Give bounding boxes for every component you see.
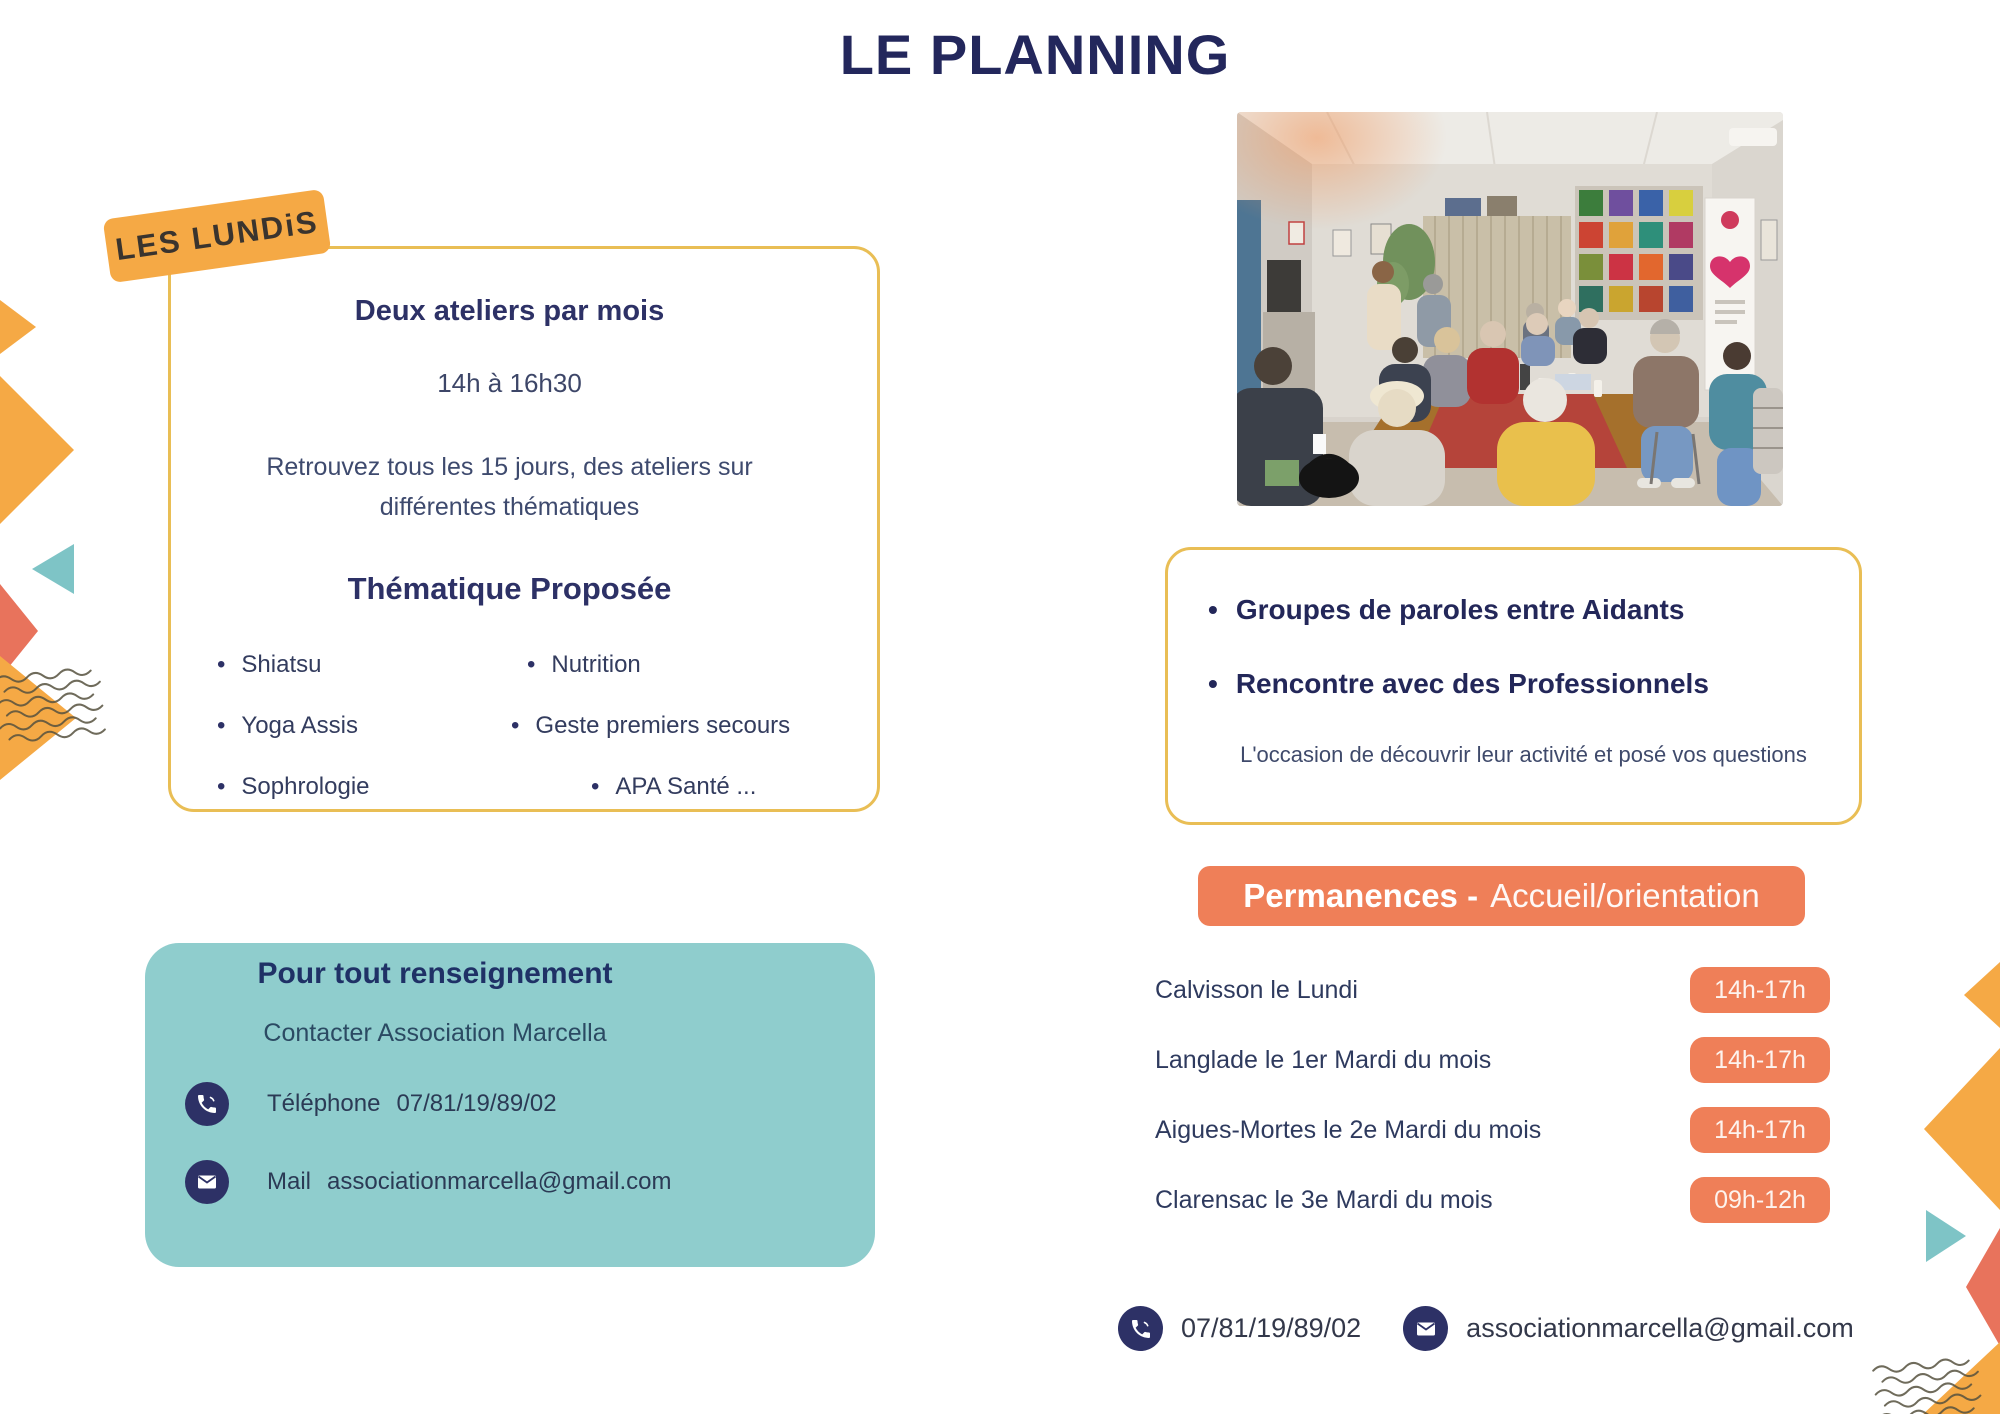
groups-box	[1165, 547, 1862, 825]
theme-item: • Nutrition	[527, 651, 832, 679]
contact-heading: Pour tout renseignement	[257, 957, 613, 990]
permanence-location: Calvisson le Lundi	[1155, 975, 1358, 1004]
footer-phone: 07/81/19/89/02	[1181, 1313, 1362, 1343]
lundis-time: 14h à 16h30	[437, 368, 582, 398]
themes-column-2	[507, 651, 832, 834]
meeting-room-photo	[1237, 112, 1783, 506]
theme-item: • Yoga Assis	[217, 712, 507, 740]
lundis-heading: Deux ateliers par mois	[354, 295, 665, 327]
mail-icon	[185, 1160, 229, 1204]
phone-text	[267, 1090, 557, 1118]
lundis-description-line1: Retrouvez tous les 15 jours, des ateliers sur	[266, 453, 753, 481]
footer-mail-group	[1403, 1306, 1854, 1351]
footer-contact	[1118, 1306, 1854, 1351]
permanence-row	[1155, 1165, 1830, 1235]
phone-icon	[185, 1082, 229, 1126]
mail-label: Mail	[267, 1168, 312, 1195]
decor-triangle	[1926, 1210, 1966, 1262]
lundis-subheading: Thématique Proposée	[347, 571, 672, 606]
permanences-badge-subtitle: Accueil/orientation	[1490, 877, 1760, 914]
groups-list	[1208, 594, 1839, 700]
decor-triangle	[0, 300, 36, 354]
permanence-time-pill: 14h-17h	[1690, 967, 1830, 1013]
groups-item: • Groupes de paroles entre Aidants	[1208, 594, 1839, 626]
mail-icon	[1403, 1306, 1448, 1351]
contact-subheading: Contacter Association Marcella	[263, 1019, 607, 1047]
theme-item: • APA Santé ...	[591, 773, 832, 801]
mail-row	[185, 1160, 875, 1204]
phone-label: Téléphone	[267, 1090, 381, 1117]
permanence-time-pill: 09h-12h	[1690, 1177, 1830, 1223]
themes-lists	[217, 651, 832, 834]
groups-note: L'occasion de découvrir leur activité et posé vos questions	[1240, 742, 1807, 767]
decor-triangle	[1924, 1048, 2000, 1210]
permanence-row	[1155, 1025, 1830, 1095]
mail-text	[267, 1168, 672, 1196]
decor-waves	[0, 659, 130, 748]
themes-column-1	[217, 651, 507, 834]
page-title: LE PLANNING	[839, 23, 1231, 86]
decor-triangle	[0, 376, 74, 524]
permanence-time-pill: 14h-17h	[1690, 1037, 1830, 1083]
lundis-tag: LES LUNDiS	[103, 189, 332, 283]
theme-item: • Geste premiers secours	[511, 712, 832, 740]
theme-item: • Sophrologie	[217, 773, 507, 801]
permanence-time-pill: 14h-17h	[1690, 1107, 1830, 1153]
decor-waves	[1868, 1349, 2000, 1414]
permanence-location: Clarensac le 3e Mardi du mois	[1155, 1185, 1493, 1214]
lundis-description	[217, 447, 832, 527]
decor-triangle	[1966, 1228, 2000, 1346]
footer-email: associationmarcella@gmail.com	[1466, 1313, 1854, 1343]
contact-box	[145, 943, 875, 1267]
groups-item: • Rencontre avec des Professionnels	[1208, 668, 1839, 700]
phone-row	[185, 1082, 875, 1126]
permanence-row	[1155, 1095, 1830, 1165]
permanence-location: Aigues-Mortes le 2e Mardi du mois	[1155, 1115, 1542, 1144]
permanences-badge	[1198, 866, 1805, 926]
phone-icon	[1118, 1306, 1163, 1351]
phone-value: 07/81/19/89/02	[396, 1090, 557, 1117]
mail-value: associationmarcella@gmail.com	[327, 1168, 672, 1195]
lundis-box	[168, 246, 880, 812]
permanences-badge-title: Permanences -	[1243, 877, 1479, 914]
lundis-description-line2: différentes thématiques	[379, 493, 640, 521]
decor-triangle	[32, 544, 74, 594]
decor-triangle	[1964, 962, 2000, 1028]
permanence-row	[1155, 955, 1830, 1025]
permanence-location: Langlade le 1er Mardi du mois	[1155, 1045, 1492, 1074]
theme-item: • Shiatsu	[217, 651, 507, 679]
permanences-list	[1155, 955, 1830, 1235]
